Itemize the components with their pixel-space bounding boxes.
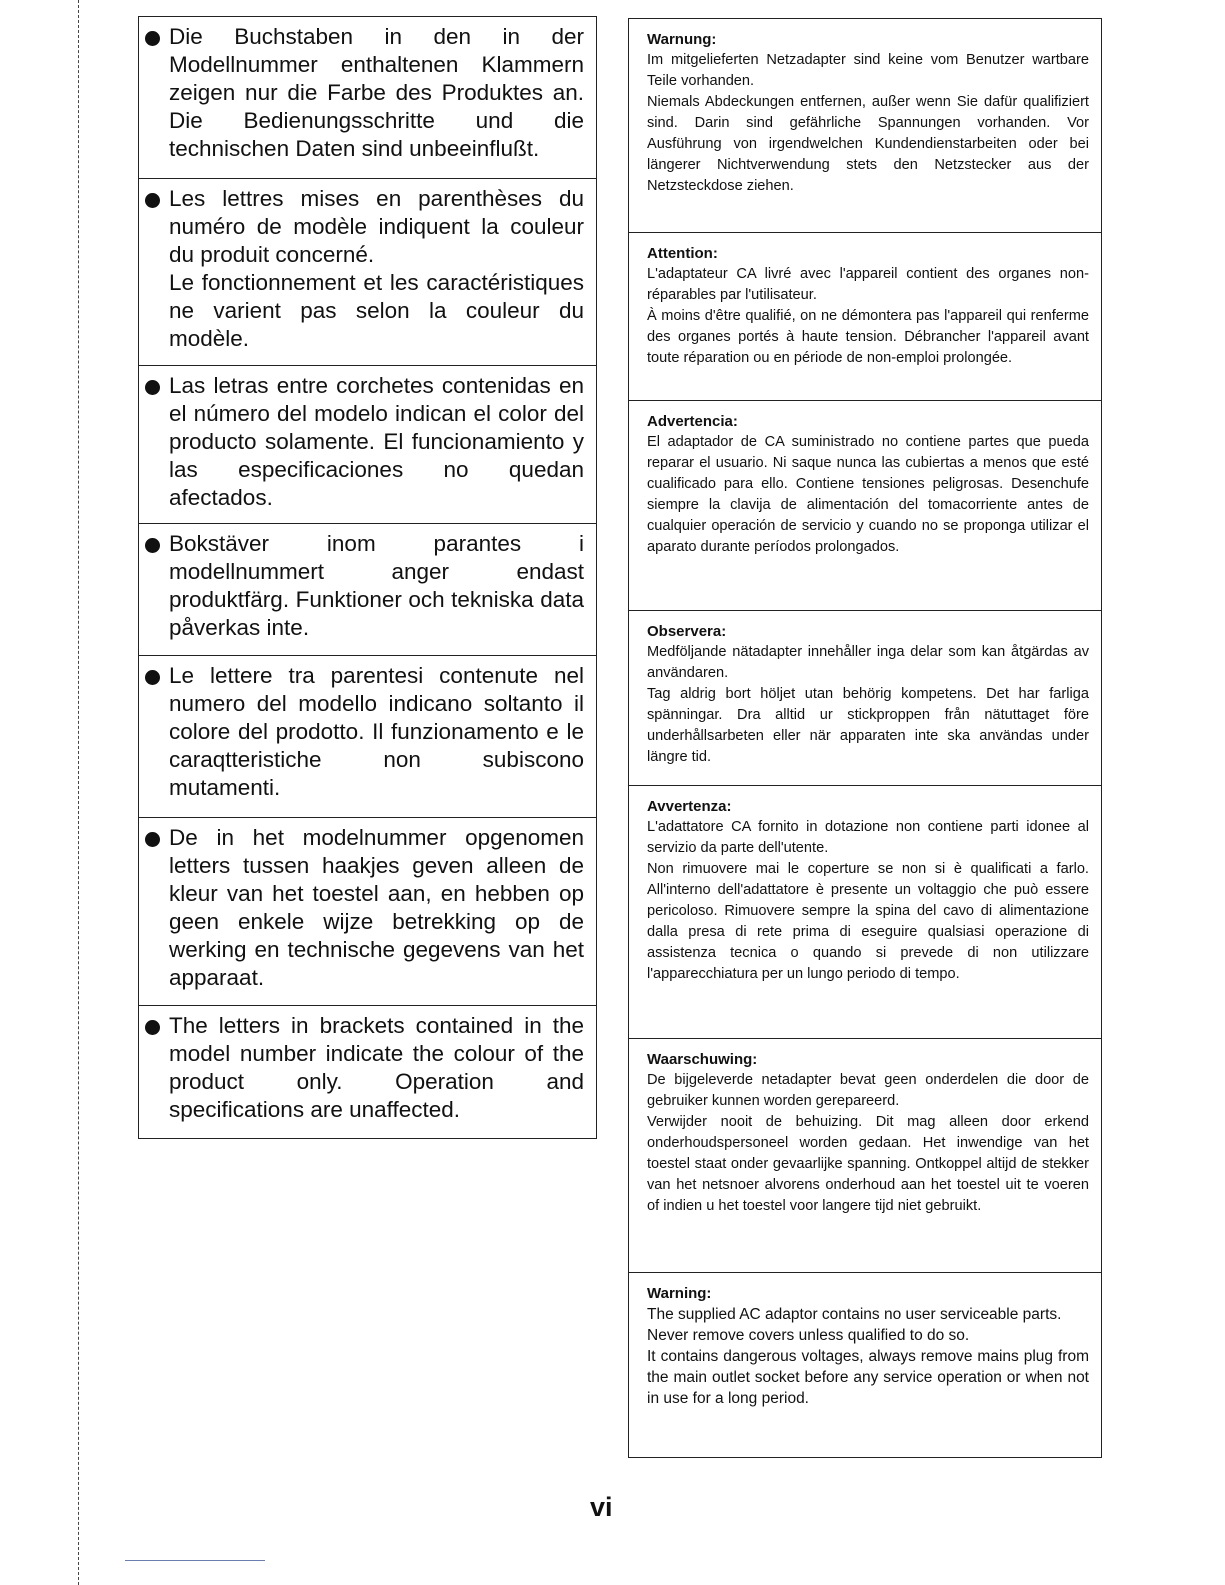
footer-rule (125, 1560, 265, 1561)
warning-section (629, 1039, 1101, 1273)
warning-paragraph: Never remove covers unless qualified to do so. (647, 1327, 970, 1344)
note-paragraph: Las letras entre corchetes contenidas en el número del modelo indican el color del producto solamente. El funcionamiento y las especificaciones no quedan afectados. (169, 373, 584, 510)
warnings-column (628, 18, 1102, 1458)
warning-title: Warning: (647, 1285, 712, 1302)
colour-note-en (139, 1006, 596, 1139)
warning-title: Advertencia: (647, 413, 738, 430)
warning-title: Warnung: (647, 31, 717, 48)
warning-paragraph: L'adaptateur CA livré avec l'appareil contient des organes non-réparables par l'utilisateur. (647, 266, 1089, 303)
bullet-icon (145, 31, 160, 46)
warning-paragraph: Verwijder nooit de behuizing. Dit mag alleen door erkend onderhoudspersoneel worden gedaan. Het inwendige van het toestel staat onder gevaarlijke spanning. Ontkoppel altijd de stekker van het netsnoer alvorens onderhoud aan het toestel uit te voeren of indien u het toestel voor langere tijd niet gebruikt. (647, 1114, 1089, 1214)
warning-paragraph: Tag aldrig bort höljet utan behörig kompetens. Det har farliga spänningar. Dra alltid ur stickproppen från nätuttaget före underhållsarbeten eller när apparaten inte ska användas under längre tid. (647, 686, 1089, 765)
colour-notes-column (138, 16, 597, 1139)
bullet-icon (145, 538, 160, 553)
warning-paragraph: Im mitgelieferten Netzadapter sind keine vom Benutzer wartbare Teile vorhanden. (647, 52, 1089, 89)
warning-paragraph: It contains dangerous voltages, always remove mains plug from the main outlet socket before any service operation or when not in use for a long period. (647, 1348, 1089, 1407)
colour-note-fr (139, 179, 596, 366)
warning-section (629, 233, 1101, 401)
warning-title: Avvertenza: (647, 798, 732, 815)
colour-note-nl (139, 818, 596, 1006)
bullet-icon (145, 193, 160, 208)
warning-title: Waarschuwing: (647, 1051, 758, 1068)
warning-section (629, 611, 1101, 786)
colour-note-de (139, 17, 596, 179)
warning-paragraph: Non rimuovere mai le coperture se non si è qualificati a farlo. All'interno dell'adattatore è presente un voltaggio che può essere pericoloso. Rimuovere sempre la spina del cavo di alimentazione dalla presa di rete prima di eseguire qualsiasi operazione di assistenza tecnica o quando si prevede di non utilizzare l'apparecchiatura per un lungo periodo di tempo. (647, 861, 1089, 982)
colour-note-sv (139, 524, 596, 656)
warning-title: Attention: (647, 245, 718, 262)
colour-note-it (139, 656, 596, 818)
warning-section (629, 786, 1101, 1039)
page-number: vi (590, 1492, 613, 1522)
warning-paragraph: El adaptador de CA suministrado no contiene partes que pueda reparar el usuario. Ni saque nunca las cubiertas a menos que esté cualificado para ello. Contiene tensiones peligrosas. Desenchufe siempre la clavija de alimentación del tomacorriente antes de cualquier operación de servicio y cuando no se proponga utilizar el aparato durante períodos prolongados. (647, 434, 1089, 555)
warning-paragraph: À moins d'être qualifié, on ne démontera pas l'appareil qui renferme des organes portés à haute tension. Débrancher l'appareil avant toute réparation ou en période de non-emploi prolongée. (647, 308, 1089, 366)
note-paragraph: Bokstäver inom parantes i modellnummert anger endast produktfärg. Funktioner och tekniska data påverkas inte. (169, 531, 584, 640)
note-paragraph: Le lettere tra parentesi contenute nel numero del modello indicano soltanto il colore del prodotto. Il funzionamento e le caraqtteristiche non subiscono mutamenti. (169, 663, 584, 800)
warning-title: Observera: (647, 623, 727, 640)
warning-paragraph: De bijgeleverde netadapter bevat geen onderdelen die door de gebruiker kunnen worden gerepareerd. (647, 1072, 1089, 1109)
warning-paragraph: L'adattatore CA fornito in dotazione non contiene parti idonee al servizio da parte dell'utente. (647, 819, 1089, 856)
note-paragraph: The letters in brackets contained in the model number indicate the colour of the product only. Operation and specifications are unaffected. (169, 1013, 584, 1122)
note-paragraph: Le fonctionnement et les caractéristiques ne varient pas selon la couleur du modèle. (169, 270, 584, 351)
warning-section (629, 401, 1101, 611)
colour-note-es (139, 366, 596, 524)
warning-paragraph: Medföljande nätadapter innehåller inga delar som kan åtgärdas av användaren. (647, 644, 1089, 681)
warning-paragraph: The supplied AC adaptor contains no user serviceable parts. (647, 1306, 1062, 1323)
note-paragraph: De in het modelnummer opgenomen letters tussen haakjes geven alleen de kleur van het toestel aan, en hebben op geen enkele wijze betrekking op de werking en technische gegevens van het apparaat. (169, 825, 584, 990)
bullet-icon (145, 1020, 160, 1035)
warning-section (629, 1273, 1101, 1459)
bullet-icon (145, 380, 160, 395)
note-paragraph: Die Buchstaben in den in der Modellnummer enthaltenen Klammern zeigen nur die Farbe des Produktes an. Die Bedienungsschritte und die technischen Daten sind unbeeinflußt. (169, 24, 584, 161)
bullet-icon (145, 670, 160, 685)
scan-margin-line (78, 0, 80, 1585)
bullet-icon (145, 832, 160, 847)
warning-section (629, 19, 1101, 233)
warning-paragraph: Niemals Abdeckungen entfernen, außer wenn Sie dafür qualifiziert sind. Darin sind gefährliche Spannungen vorhanden. Vor Ausführung von irgendwelchen Kundendienstarbeiten oder bei längerer Nichtverwendung stets den Netzstecker aus der Netzsteckdose ziehen. (647, 94, 1089, 194)
note-paragraph: Les lettres mises en parenthèses du numéro de modèle indiquent la couleur du produit concerné. (169, 186, 584, 267)
